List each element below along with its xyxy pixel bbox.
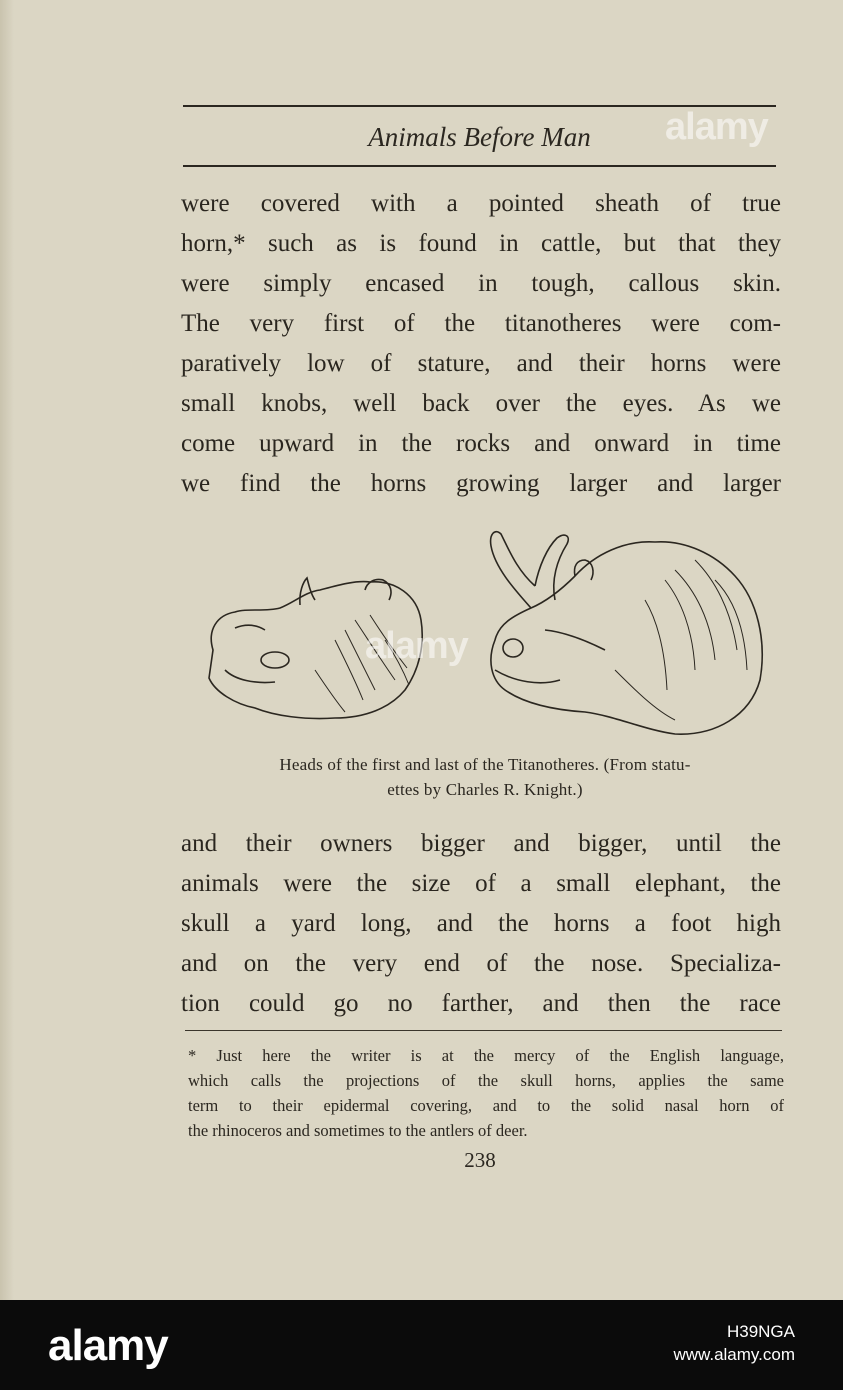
text-line: and their owners bigger and bigger, until the bbox=[181, 830, 781, 857]
text-line: we find the horns growing larger and larger bbox=[181, 470, 781, 497]
last-titanothere-head bbox=[491, 532, 763, 734]
watermark-overlay: alamy bbox=[665, 106, 768, 148]
running-head: Animals Before Man bbox=[368, 122, 591, 152]
text-line: and on the very end of the nose. Specializa- bbox=[181, 950, 781, 977]
footnote-line: term to their epidermal covering, and to the solid nasal horn of bbox=[188, 1096, 784, 1115]
text-line: paratively low of stature, and their horns were bbox=[181, 350, 781, 377]
footnote-line: * Just here the writer is at the mercy of the English language, bbox=[188, 1046, 784, 1065]
footnote-rule bbox=[185, 1030, 782, 1031]
body-text-top bbox=[181, 184, 781, 504]
text-line: animals were the size of a small elephant, the bbox=[181, 870, 781, 897]
body-text-bottom bbox=[181, 824, 781, 1024]
site-url: www.alamy.com bbox=[673, 1345, 795, 1364]
text-line: were covered with a pointed sheath of true bbox=[181, 190, 781, 217]
text-line: come upward in the rocks and onward in time bbox=[181, 430, 781, 457]
caption-line: ettes by Charles R. Knight.) bbox=[387, 780, 583, 799]
text-line: The very first of the titanotheres were com- bbox=[181, 310, 781, 337]
text-line: were simply encased in tough, callous skin. bbox=[181, 270, 781, 297]
page-gutter-shadow bbox=[0, 0, 14, 1300]
alamy-logo: alamy bbox=[48, 1321, 168, 1370]
footnote bbox=[188, 1043, 784, 1143]
watermark-overlay: alamy bbox=[365, 625, 468, 667]
text-line: tion could go no farther, and then the race bbox=[181, 990, 781, 1017]
header-rule-bottom bbox=[183, 165, 776, 167]
text-line: horn,* such as is found in cattle, but that they bbox=[181, 230, 781, 257]
caption-line: Heads of the first and last of the Titanotheres. (From statu- bbox=[279, 755, 691, 774]
image-id: H39NGA bbox=[726, 1322, 795, 1341]
page-number: 238 bbox=[464, 1148, 496, 1172]
figure-caption bbox=[190, 752, 780, 802]
footnote-line: the rhinoceros and sometimes to the antlers of deer. bbox=[188, 1121, 528, 1140]
text-line: skull a yard long, and the horns a foot high bbox=[181, 910, 781, 937]
footnote-line: which calls the projections of the skull horns, applies the same bbox=[188, 1071, 784, 1090]
titanothere-heads-illustration bbox=[195, 520, 770, 750]
text-line: small knobs, well back over the eyes. As we bbox=[181, 390, 781, 417]
